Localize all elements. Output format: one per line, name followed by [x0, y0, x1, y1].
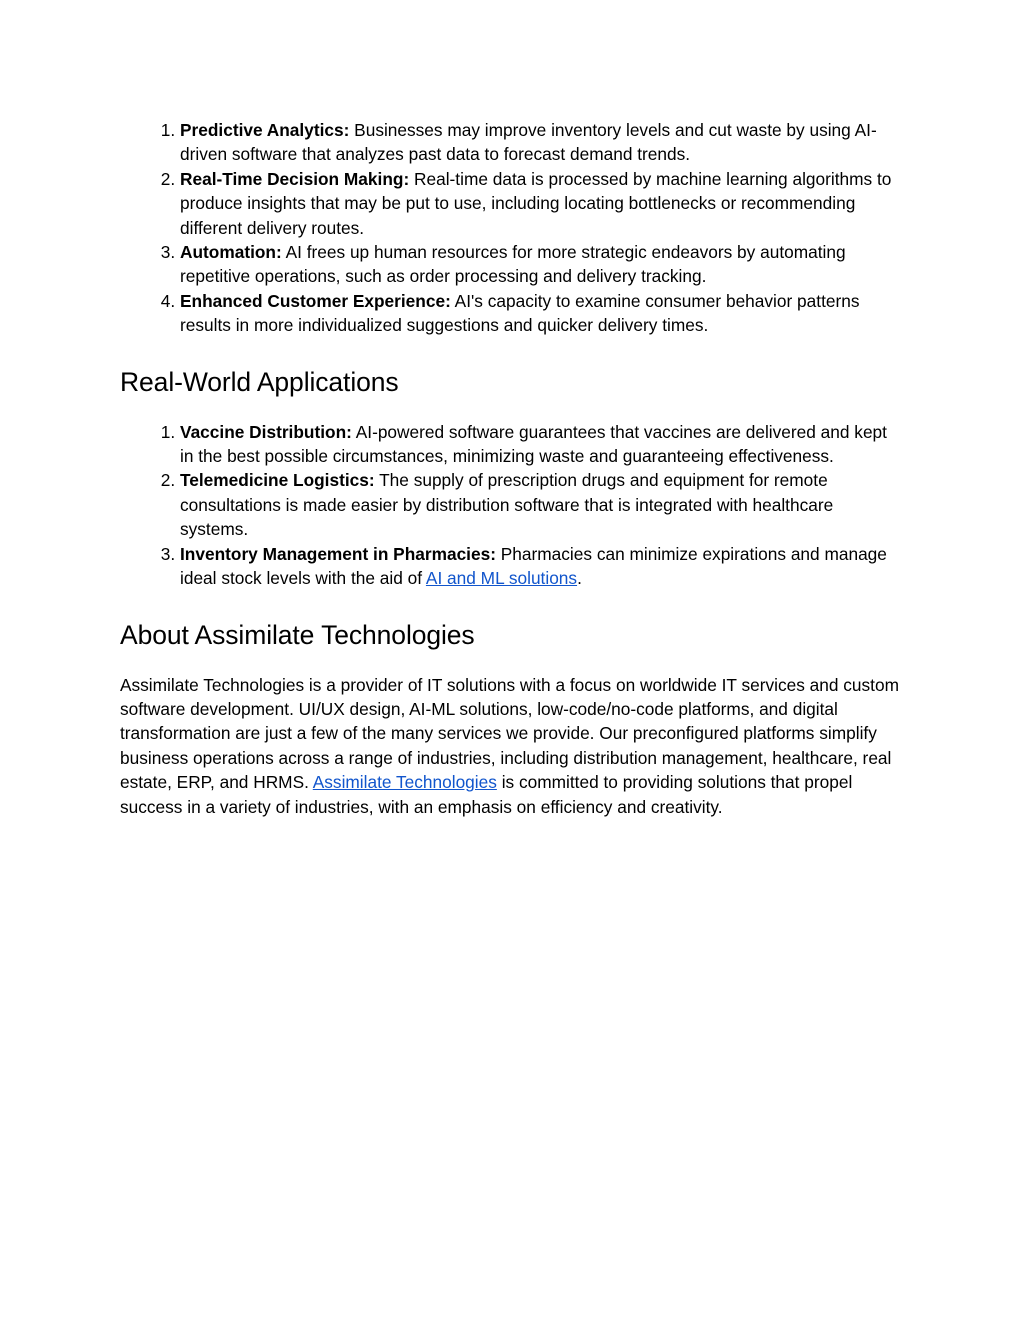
list-item: [180, 542, 905, 591]
assimilate-technologies-link[interactable]: Assimilate Technologies: [312, 772, 497, 793]
list-item-term: Enhanced Customer Experience:: [180, 290, 451, 311]
list-item-term: Predictive Analytics:: [180, 120, 350, 140]
list-item-term: Real-Time Decision Making:: [180, 168, 410, 189]
list-item: [180, 289, 905, 338]
about-text: Assimilate Technologies is a provider of IT solutions with a focus on worldwide IT services and custom software development. UI/UX design, AI-ML solutions, low-code/no-code platforms, and digital transformation are just a few of the many services we provide. Our preconfigured platforms simplify business operations across a range of industries, including distribution management, healthcare, real estate, ERP, and HRMS.: [120, 674, 899, 793]
list-item: [180, 420, 905, 469]
benefits-list: [120, 118, 905, 338]
list-item-text: Businesses may improve inventory levels and cut waste by using AI-driven software that analyzes past data to forecast demand trends.: [180, 120, 877, 165]
list-item: [180, 167, 905, 240]
applications-list: [120, 420, 905, 591]
list-item-text-end: .: [577, 568, 582, 589]
real-world-applications-heading: Real-World Applications: [120, 366, 399, 397]
list-item-term: Vaccine Distribution:: [180, 421, 352, 442]
list-item: [180, 240, 905, 289]
list-item-text: The supply of prescription drugs and equipment for remote consultations is made easier by distribution software that is integrated with healthcare systems.: [180, 470, 834, 540]
list-item-text: AI's capacity to examine consumer behavior patterns results in more individualized suggestions and quicker delivery times.: [180, 290, 860, 336]
about-paragraph: [120, 673, 905, 819]
list-item-term: Telemedicine Logistics:: [180, 470, 375, 491]
list-item: [180, 468, 905, 541]
list-item-term: Inventory Management in Pharmacies:: [180, 543, 496, 564]
list-item-text: Pharmacies can minimize expirations and manage ideal stock levels with the aid of: [180, 543, 887, 589]
list-item-text: AI-powered software guarantees that vaccines are delivered and kept in the best possible circumstances, minimizing waste and guaranteeing effectiveness.: [180, 421, 887, 467]
list-item: [180, 118, 905, 167]
ai-ml-solutions-link[interactable]: AI and ML solutions: [425, 568, 578, 589]
document-page: [120, 118, 905, 819]
about-text-end: is committed to providing solutions that propel success in a variety of industries, with an emphasis on efficiency and creativity.: [120, 772, 853, 817]
about-heading: About Assimilate Technologies: [120, 619, 475, 650]
list-item-term: Automation:: [180, 242, 282, 263]
list-item-text: Real-time data is processed by machine learning algorithms to produce insights that may be put to use, including locating bottlenecks or recommending different delivery routes.: [180, 168, 892, 238]
list-item-text: AI frees up human resources for more strategic endeavors by automating repetitive operations, such as order processing and delivery tracking.: [180, 242, 846, 287]
